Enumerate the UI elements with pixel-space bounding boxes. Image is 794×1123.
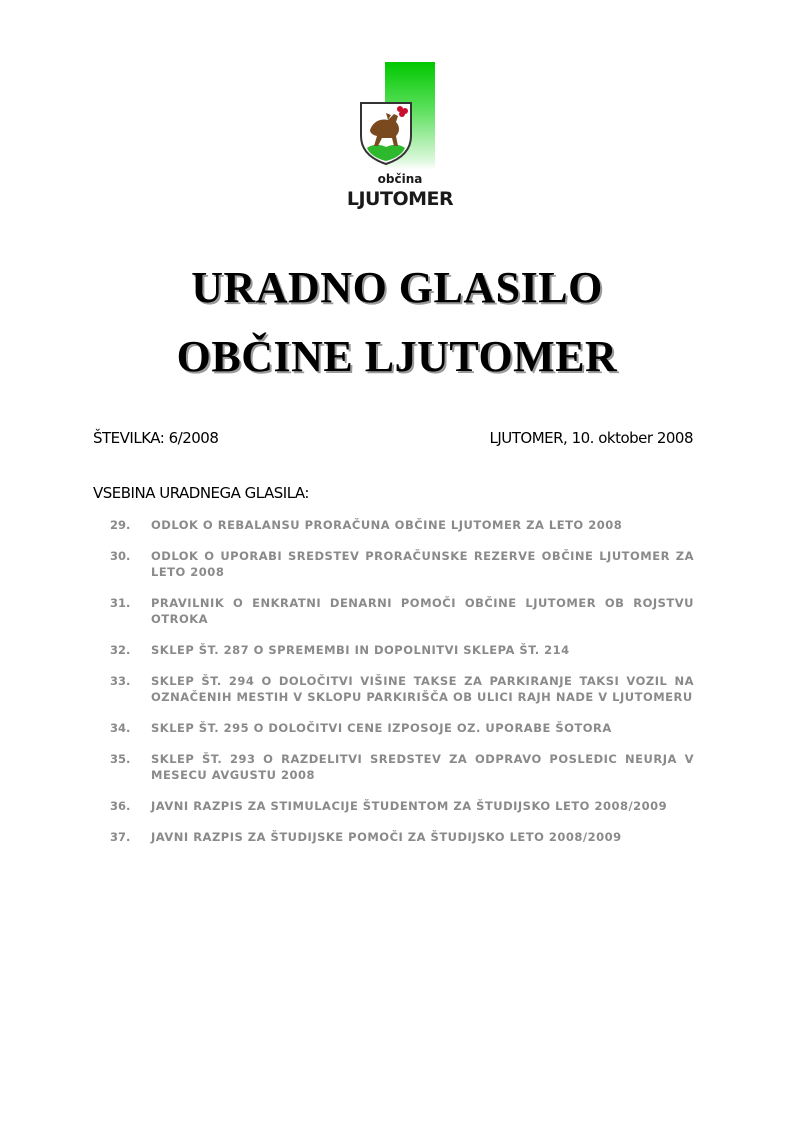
contents-heading: VSEBINA URADNEGA GLASILA: — [93, 484, 309, 502]
issue-place-date: LJUTOMER, 10. oktober 2008 — [489, 429, 693, 447]
coat-of-arms-icon — [358, 100, 414, 166]
municipality-logo — [330, 60, 470, 220]
item-number: 30. — [110, 549, 131, 563]
issue-number: ŠTEVILKA: 6/2008 — [93, 429, 219, 447]
item-number: 35. — [110, 752, 131, 766]
contents-item[interactable] — [110, 720, 694, 736]
contents-item[interactable] — [110, 829, 694, 845]
contents-item[interactable] — [110, 751, 694, 783]
contents-item[interactable] — [110, 673, 694, 705]
title-line-2: OBČINE LJUTOMER — [176, 332, 618, 381]
item-title[interactable]: JAVNI RAZPIS ZA STIMULACIJE ŠTUDENTOM ZA ŠTUDIJSKO LETO 2008/2009 — [151, 799, 668, 813]
contents-item[interactable] — [110, 798, 694, 814]
contents-item[interactable] — [110, 548, 694, 580]
logo-text-obcina: občina — [377, 172, 423, 186]
item-title[interactable]: SKLEP ŠT. 294 O DOLOČITVI VIŠINE TAKSE ZA PARKIRANJE TAKSI VOZIL NA OZNAČENIH MESTIH V SKLOPU PARKIRIŠČA OB ULICI RAJH NADE V LJUTOMERU — [151, 674, 694, 704]
item-title[interactable]: SKLEP ŠT. 295 O DOLOČITVI CENE IZPOSOJE OZ. UPORABE ŠOTORA — [151, 721, 612, 735]
contents-item[interactable] — [110, 595, 694, 627]
contents-item[interactable] — [110, 642, 694, 658]
item-number: 37. — [110, 830, 131, 844]
title-line-1: URADNO GLASILO — [191, 263, 603, 312]
item-number: 31. — [110, 596, 131, 610]
item-title[interactable]: ODLOK O REBALANSU PRORAČUNA OBČINE LJUTOMER ZA LETO 2008 — [151, 518, 623, 532]
item-title[interactable]: SKLEP ŠT. 293 O RAZDELITVI SREDSTEV ZA ODPRAVO POSLEDIC NEURJA V MESECU AVGUSTU 2008 — [151, 752, 694, 782]
item-title[interactable]: JAVNI RAZPIS ZA ŠTUDIJSKE POMOČI ZA ŠTUDIJSKO LETO 2008/2009 — [151, 830, 622, 844]
item-title[interactable]: ODLOK O UPORABI SREDSTEV PRORAČUNSKE REZERVE OBČINE LJUTOMER ZA LETO 2008 — [151, 549, 694, 579]
item-number: 29. — [110, 518, 131, 532]
contents-item[interactable] — [110, 517, 694, 533]
contents-list — [110, 517, 694, 860]
item-number: 33. — [110, 674, 131, 688]
item-title[interactable]: SKLEP ŠT. 287 O SPREMEMBI IN DOPOLNITVI SKLEPA ŠT. 214 — [151, 643, 570, 657]
item-number: 32. — [110, 643, 131, 657]
item-number: 36. — [110, 799, 131, 813]
item-number: 34. — [110, 721, 131, 735]
item-title[interactable]: PRAVILNIK O ENKRATNI DENARNI POMOČI OBČINE LJUTOMER OB ROJSTVU OTROKA — [151, 596, 694, 626]
logo-text-ljutomer: LJUTOMER — [346, 188, 454, 210]
